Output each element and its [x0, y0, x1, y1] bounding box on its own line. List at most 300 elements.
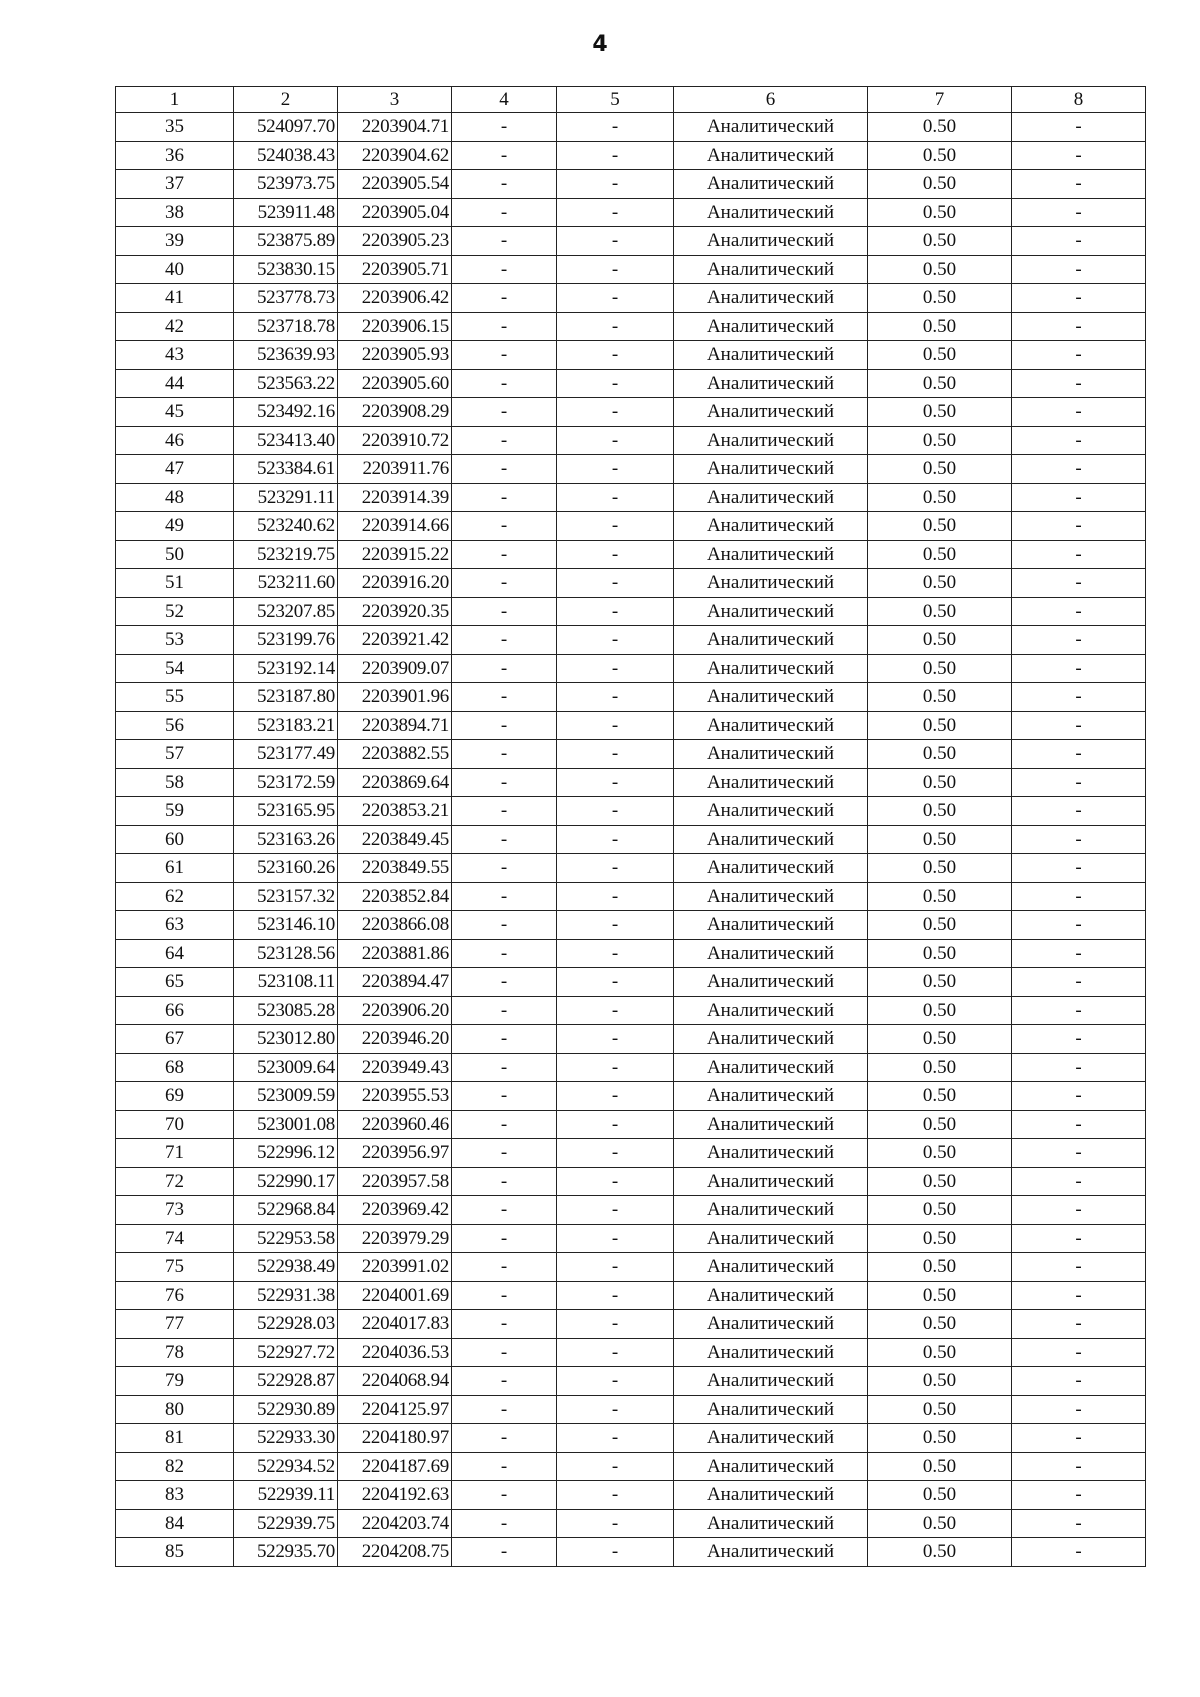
col5-cell: -	[557, 398, 674, 427]
column-header: 4	[452, 87, 557, 113]
y-coordinate-cell: 2204036.53	[338, 1338, 452, 1367]
y-coordinate-cell: 2203921.42	[338, 626, 452, 655]
y-coordinate-cell: 2203906.20	[338, 996, 452, 1025]
col4-cell: -	[452, 540, 557, 569]
x-coordinate-cell: 523009.59	[234, 1082, 338, 1111]
table-row	[116, 654, 1146, 683]
col5-cell: -	[557, 939, 674, 968]
point-number-cell: 52	[116, 597, 234, 626]
col8-cell: -	[1012, 369, 1146, 398]
col4-cell: -	[452, 1025, 557, 1054]
table-row	[116, 227, 1146, 256]
method-cell: Аналитический	[674, 711, 868, 740]
method-cell: Аналитический	[674, 170, 868, 199]
col4-cell: -	[452, 1424, 557, 1453]
x-coordinate-cell: 523199.76	[234, 626, 338, 655]
col8-cell: -	[1012, 312, 1146, 341]
col8-cell: -	[1012, 1025, 1146, 1054]
method-cell: Аналитический	[674, 1395, 868, 1424]
accuracy-cell: 0.50	[868, 227, 1012, 256]
accuracy-cell: 0.50	[868, 1224, 1012, 1253]
column-header: 8	[1012, 87, 1146, 113]
method-cell: Аналитический	[674, 426, 868, 455]
point-number-cell: 54	[116, 654, 234, 683]
col4-cell: -	[452, 369, 557, 398]
method-cell: Аналитический	[674, 227, 868, 256]
table-row	[116, 626, 1146, 655]
col5-cell: -	[557, 255, 674, 284]
col4-cell: -	[452, 512, 557, 541]
col8-cell: -	[1012, 113, 1146, 142]
col5-cell: -	[557, 654, 674, 683]
method-cell: Аналитический	[674, 198, 868, 227]
table-row	[116, 740, 1146, 769]
y-coordinate-cell: 2203956.97	[338, 1139, 452, 1168]
accuracy-cell: 0.50	[868, 1196, 1012, 1225]
method-cell: Аналитический	[674, 1167, 868, 1196]
col8-cell: -	[1012, 740, 1146, 769]
point-number-cell: 68	[116, 1053, 234, 1082]
table-row	[116, 1395, 1146, 1424]
method-cell: Аналитический	[674, 740, 868, 769]
accuracy-cell: 0.50	[868, 312, 1012, 341]
col5-cell: -	[557, 369, 674, 398]
y-coordinate-cell: 2203849.55	[338, 854, 452, 883]
accuracy-cell: 0.50	[868, 968, 1012, 997]
y-coordinate-cell: 2203916.20	[338, 569, 452, 598]
page-number: 4	[592, 32, 608, 57]
col8-cell: -	[1012, 1224, 1146, 1253]
col8-cell: -	[1012, 198, 1146, 227]
col5-cell: -	[557, 768, 674, 797]
col8-cell: -	[1012, 1196, 1146, 1225]
point-number-cell: 35	[116, 113, 234, 142]
accuracy-cell: 0.50	[868, 626, 1012, 655]
table-row	[116, 911, 1146, 940]
col5-cell: -	[557, 341, 674, 370]
x-coordinate-cell: 522938.49	[234, 1253, 338, 1282]
table-row	[116, 1338, 1146, 1367]
point-number-cell: 39	[116, 227, 234, 256]
col5-cell: -	[557, 797, 674, 826]
y-coordinate-cell: 2203909.07	[338, 654, 452, 683]
accuracy-cell: 0.50	[868, 1053, 1012, 1082]
table-row	[116, 455, 1146, 484]
x-coordinate-cell: 523219.75	[234, 540, 338, 569]
table-row	[116, 1110, 1146, 1139]
col5-cell: -	[557, 170, 674, 199]
point-number-cell: 83	[116, 1481, 234, 1510]
point-number-cell: 74	[116, 1224, 234, 1253]
col5-cell: -	[557, 1053, 674, 1082]
col8-cell: -	[1012, 227, 1146, 256]
y-coordinate-cell: 2203869.64	[338, 768, 452, 797]
point-number-cell: 65	[116, 968, 234, 997]
accuracy-cell: 0.50	[868, 1538, 1012, 1567]
accuracy-cell: 0.50	[868, 1395, 1012, 1424]
point-number-cell: 64	[116, 939, 234, 968]
col8-cell: -	[1012, 711, 1146, 740]
table-row	[116, 1481, 1146, 1510]
col5-cell: -	[557, 569, 674, 598]
x-coordinate-cell: 522996.12	[234, 1139, 338, 1168]
x-coordinate-cell: 523163.26	[234, 825, 338, 854]
x-coordinate-cell: 523291.11	[234, 483, 338, 512]
table-row	[116, 369, 1146, 398]
method-cell: Аналитический	[674, 968, 868, 997]
x-coordinate-cell: 523108.11	[234, 968, 338, 997]
y-coordinate-cell: 2203957.58	[338, 1167, 452, 1196]
col5-cell: -	[557, 540, 674, 569]
col8-cell: -	[1012, 170, 1146, 199]
x-coordinate-cell: 523563.22	[234, 369, 338, 398]
method-cell: Аналитический	[674, 1367, 868, 1396]
col4-cell: -	[452, 1367, 557, 1396]
point-number-cell: 55	[116, 683, 234, 712]
method-cell: Аналитический	[674, 1281, 868, 1310]
method-cell: Аналитический	[674, 312, 868, 341]
col8-cell: -	[1012, 1253, 1146, 1282]
col5-cell: -	[557, 284, 674, 313]
table-row	[116, 198, 1146, 227]
col5-cell: -	[557, 1025, 674, 1054]
y-coordinate-cell: 2203979.29	[338, 1224, 452, 1253]
x-coordinate-cell: 523146.10	[234, 911, 338, 940]
method-cell: Аналитический	[674, 996, 868, 1025]
x-coordinate-cell: 523718.78	[234, 312, 338, 341]
x-coordinate-cell: 522968.84	[234, 1196, 338, 1225]
y-coordinate-cell: 2204187.69	[338, 1452, 452, 1481]
method-cell: Аналитический	[674, 654, 868, 683]
col8-cell: -	[1012, 1310, 1146, 1339]
x-coordinate-cell: 523911.48	[234, 198, 338, 227]
col8-cell: -	[1012, 569, 1146, 598]
x-coordinate-cell: 523187.80	[234, 683, 338, 712]
col5-cell: -	[557, 1196, 674, 1225]
method-cell: Аналитический	[674, 483, 868, 512]
table-row	[116, 683, 1146, 712]
col4-cell: -	[452, 455, 557, 484]
point-number-cell: 84	[116, 1509, 234, 1538]
col8-cell: -	[1012, 1338, 1146, 1367]
accuracy-cell: 0.50	[868, 483, 1012, 512]
table-row	[116, 1310, 1146, 1339]
point-number-cell: 76	[116, 1281, 234, 1310]
point-number-cell: 79	[116, 1367, 234, 1396]
col4-cell: -	[452, 483, 557, 512]
col4-cell: -	[452, 882, 557, 911]
col5-cell: -	[557, 1253, 674, 1282]
y-coordinate-cell: 2203908.29	[338, 398, 452, 427]
point-number-cell: 46	[116, 426, 234, 455]
col8-cell: -	[1012, 284, 1146, 313]
col8-cell: -	[1012, 1053, 1146, 1082]
table-row	[116, 597, 1146, 626]
method-cell: Аналитический	[674, 540, 868, 569]
x-coordinate-cell: 522931.38	[234, 1281, 338, 1310]
col5-cell: -	[557, 825, 674, 854]
table-row	[116, 1367, 1146, 1396]
point-number-cell: 61	[116, 854, 234, 883]
col4-cell: -	[452, 1481, 557, 1510]
point-number-cell: 72	[116, 1167, 234, 1196]
table-row	[116, 512, 1146, 541]
x-coordinate-cell: 523128.56	[234, 939, 338, 968]
method-cell: Аналитический	[674, 683, 868, 712]
y-coordinate-cell: 2203960.46	[338, 1110, 452, 1139]
method-cell: Аналитический	[674, 1310, 868, 1339]
accuracy-cell: 0.50	[868, 284, 1012, 313]
x-coordinate-cell: 523492.16	[234, 398, 338, 427]
accuracy-cell: 0.50	[868, 398, 1012, 427]
col4-cell: -	[452, 626, 557, 655]
table-row	[116, 1053, 1146, 1082]
col8-cell: -	[1012, 968, 1146, 997]
col5-cell: -	[557, 1281, 674, 1310]
col8-cell: -	[1012, 797, 1146, 826]
method-cell: Аналитический	[674, 1110, 868, 1139]
col8-cell: -	[1012, 911, 1146, 940]
method-cell: Аналитический	[674, 626, 868, 655]
accuracy-cell: 0.50	[868, 911, 1012, 940]
table-header-row	[116, 87, 1146, 113]
y-coordinate-cell: 2203894.71	[338, 711, 452, 740]
col8-cell: -	[1012, 1167, 1146, 1196]
table-row	[116, 141, 1146, 170]
table-row	[116, 113, 1146, 142]
y-coordinate-cell: 2204001.69	[338, 1281, 452, 1310]
point-number-cell: 73	[116, 1196, 234, 1225]
x-coordinate-cell: 522953.58	[234, 1224, 338, 1253]
y-coordinate-cell: 2203901.96	[338, 683, 452, 712]
table-row	[116, 854, 1146, 883]
y-coordinate-cell: 2204068.94	[338, 1367, 452, 1396]
col5-cell: -	[557, 968, 674, 997]
accuracy-cell: 0.50	[868, 255, 1012, 284]
table-row	[116, 768, 1146, 797]
col4-cell: -	[452, 1253, 557, 1282]
point-number-cell: 49	[116, 512, 234, 541]
y-coordinate-cell: 2204125.97	[338, 1395, 452, 1424]
accuracy-cell: 0.50	[868, 1253, 1012, 1282]
method-cell: Аналитический	[674, 768, 868, 797]
table-row	[116, 939, 1146, 968]
col5-cell: -	[557, 1139, 674, 1168]
col8-cell: -	[1012, 512, 1146, 541]
accuracy-cell: 0.50	[868, 1082, 1012, 1111]
method-cell: Аналитический	[674, 1424, 868, 1453]
y-coordinate-cell: 2203914.66	[338, 512, 452, 541]
col8-cell: -	[1012, 1367, 1146, 1396]
col4-cell: -	[452, 996, 557, 1025]
y-coordinate-cell: 2203910.72	[338, 426, 452, 455]
point-number-cell: 80	[116, 1395, 234, 1424]
col4-cell: -	[452, 255, 557, 284]
point-number-cell: 51	[116, 569, 234, 598]
col5-cell: -	[557, 426, 674, 455]
table-row	[116, 1281, 1146, 1310]
col5-cell: -	[557, 711, 674, 740]
method-cell: Аналитический	[674, 854, 868, 883]
x-coordinate-cell: 523165.95	[234, 797, 338, 826]
accuracy-cell: 0.50	[868, 768, 1012, 797]
col5-cell: -	[557, 882, 674, 911]
col4-cell: -	[452, 1338, 557, 1367]
table-row	[116, 1196, 1146, 1225]
x-coordinate-cell: 523384.61	[234, 455, 338, 484]
col8-cell: -	[1012, 854, 1146, 883]
x-coordinate-cell: 523973.75	[234, 170, 338, 199]
point-number-cell: 42	[116, 312, 234, 341]
table-row	[116, 170, 1146, 199]
col4-cell: -	[452, 1395, 557, 1424]
accuracy-cell: 0.50	[868, 939, 1012, 968]
col4-cell: -	[452, 911, 557, 940]
x-coordinate-cell: 523830.15	[234, 255, 338, 284]
y-coordinate-cell: 2203906.42	[338, 284, 452, 313]
accuracy-cell: 0.50	[868, 740, 1012, 769]
table-row	[116, 312, 1146, 341]
col8-cell: -	[1012, 996, 1146, 1025]
point-number-cell: 50	[116, 540, 234, 569]
col4-cell: -	[452, 1281, 557, 1310]
col4-cell: -	[452, 113, 557, 142]
accuracy-cell: 0.50	[868, 1139, 1012, 1168]
col8-cell: -	[1012, 483, 1146, 512]
method-cell: Аналитический	[674, 1053, 868, 1082]
x-coordinate-cell: 523413.40	[234, 426, 338, 455]
table-row	[116, 882, 1146, 911]
table-row	[116, 341, 1146, 370]
col4-cell: -	[452, 597, 557, 626]
point-number-cell: 85	[116, 1538, 234, 1567]
table-row	[116, 996, 1146, 1025]
col4-cell: -	[452, 683, 557, 712]
point-number-cell: 82	[116, 1452, 234, 1481]
y-coordinate-cell: 2203852.84	[338, 882, 452, 911]
accuracy-cell: 0.50	[868, 1025, 1012, 1054]
x-coordinate-cell: 523183.21	[234, 711, 338, 740]
accuracy-cell: 0.50	[868, 1481, 1012, 1510]
method-cell: Аналитический	[674, 882, 868, 911]
table-row	[116, 1167, 1146, 1196]
col8-cell: -	[1012, 1424, 1146, 1453]
column-header: 3	[338, 87, 452, 113]
col8-cell: -	[1012, 683, 1146, 712]
col4-cell: -	[452, 1509, 557, 1538]
y-coordinate-cell: 2203882.55	[338, 740, 452, 769]
accuracy-cell: 0.50	[868, 1509, 1012, 1538]
accuracy-cell: 0.50	[868, 882, 1012, 911]
col4-cell: -	[452, 1310, 557, 1339]
col4-cell: -	[452, 825, 557, 854]
col4-cell: -	[452, 1196, 557, 1225]
column-header: 2	[234, 87, 338, 113]
x-coordinate-cell: 523778.73	[234, 284, 338, 313]
point-number-cell: 44	[116, 369, 234, 398]
col4-cell: -	[452, 968, 557, 997]
method-cell: Аналитический	[674, 1139, 868, 1168]
x-coordinate-cell: 523160.26	[234, 854, 338, 883]
method-cell: Аналитический	[674, 939, 868, 968]
col4-cell: -	[452, 768, 557, 797]
table-row	[116, 540, 1146, 569]
col5-cell: -	[557, 227, 674, 256]
col5-cell: -	[557, 1481, 674, 1510]
y-coordinate-cell: 2204203.74	[338, 1509, 452, 1538]
accuracy-cell: 0.50	[868, 369, 1012, 398]
y-coordinate-cell: 2203853.21	[338, 797, 452, 826]
col8-cell: -	[1012, 1110, 1146, 1139]
col8-cell: -	[1012, 540, 1146, 569]
col4-cell: -	[452, 312, 557, 341]
accuracy-cell: 0.50	[868, 825, 1012, 854]
table-row	[116, 797, 1146, 826]
point-number-cell: 81	[116, 1424, 234, 1453]
col8-cell: -	[1012, 939, 1146, 968]
y-coordinate-cell: 2203905.60	[338, 369, 452, 398]
method-cell: Аналитический	[674, 911, 868, 940]
col8-cell: -	[1012, 341, 1146, 370]
accuracy-cell: 0.50	[868, 683, 1012, 712]
method-cell: Аналитический	[674, 512, 868, 541]
y-coordinate-cell: 2203955.53	[338, 1082, 452, 1111]
col8-cell: -	[1012, 1509, 1146, 1538]
col4-cell: -	[452, 227, 557, 256]
col5-cell: -	[557, 1395, 674, 1424]
col4-cell: -	[452, 1053, 557, 1082]
accuracy-cell: 0.50	[868, 797, 1012, 826]
col4-cell: -	[452, 1538, 557, 1567]
col4-cell: -	[452, 141, 557, 170]
method-cell: Аналитический	[674, 1452, 868, 1481]
x-coordinate-cell: 523085.28	[234, 996, 338, 1025]
point-number-cell: 53	[116, 626, 234, 655]
y-coordinate-cell: 2203905.23	[338, 227, 452, 256]
point-number-cell: 77	[116, 1310, 234, 1339]
col4-cell: -	[452, 1167, 557, 1196]
y-coordinate-cell: 2204180.97	[338, 1424, 452, 1453]
x-coordinate-cell: 522927.72	[234, 1338, 338, 1367]
col5-cell: -	[557, 996, 674, 1025]
col4-cell: -	[452, 711, 557, 740]
table-row	[116, 1025, 1146, 1054]
point-number-cell: 36	[116, 141, 234, 170]
col5-cell: -	[557, 1424, 674, 1453]
point-number-cell: 60	[116, 825, 234, 854]
x-coordinate-cell: 523157.32	[234, 882, 338, 911]
table-row	[116, 711, 1146, 740]
y-coordinate-cell: 2203894.47	[338, 968, 452, 997]
point-number-cell: 62	[116, 882, 234, 911]
point-number-cell: 48	[116, 483, 234, 512]
col5-cell: -	[557, 1110, 674, 1139]
table-row	[116, 968, 1146, 997]
col4-cell: -	[452, 939, 557, 968]
method-cell: Аналитический	[674, 113, 868, 142]
col5-cell: -	[557, 141, 674, 170]
col4-cell: -	[452, 1139, 557, 1168]
col8-cell: -	[1012, 141, 1146, 170]
col8-cell: -	[1012, 825, 1146, 854]
y-coordinate-cell: 2204192.63	[338, 1481, 452, 1510]
x-coordinate-cell: 523207.85	[234, 597, 338, 626]
point-number-cell: 63	[116, 911, 234, 940]
col5-cell: -	[557, 597, 674, 626]
point-number-cell: 41	[116, 284, 234, 313]
table-row	[116, 426, 1146, 455]
point-number-cell: 57	[116, 740, 234, 769]
